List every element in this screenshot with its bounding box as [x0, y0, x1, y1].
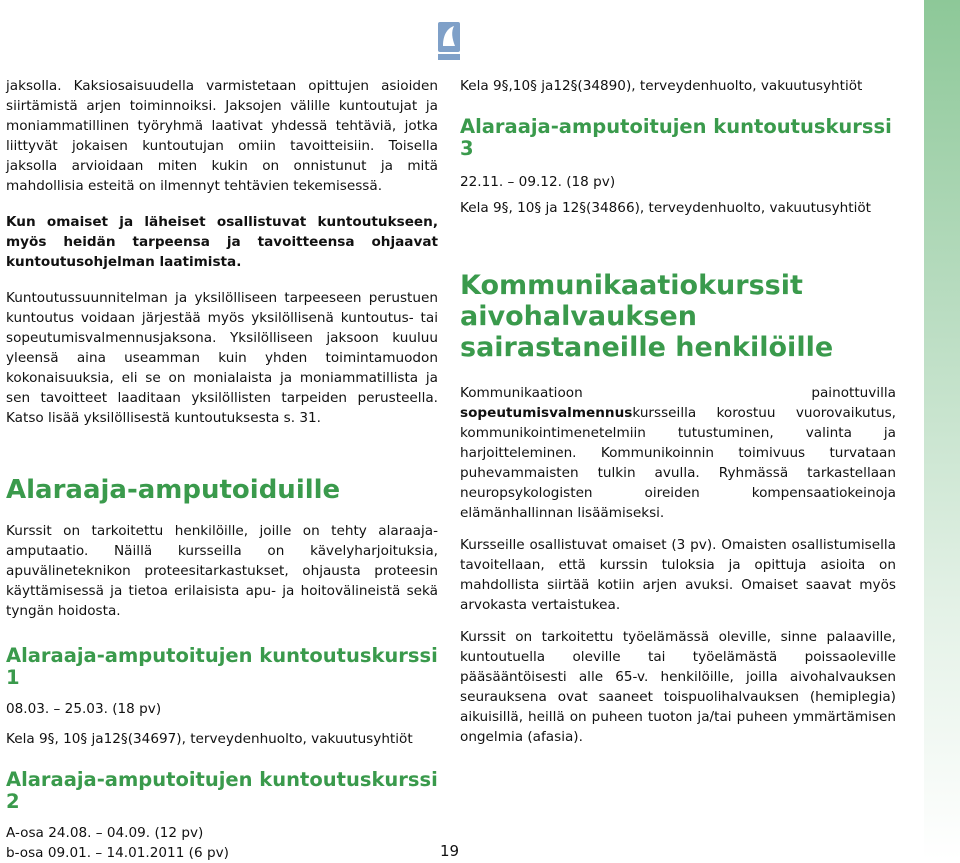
- body-paragraph: Kursseille osallistuvat omaiset (3 pv). Omaisten osallistumisella tavoitellaan, että kurssin tuloksia ja opittuja asioita on mahdollista siirtää kotiin arjen avuksi. Omaiset saavat myös arvokasta vertaistukea.: [460, 537, 896, 613]
- decorative-side-gradient: [924, 0, 960, 860]
- course-heading: Alaraaja-amputoitujen kuntoutuskurssi 2: [6, 767, 438, 813]
- text-run: kursseilla korostuu vuorovaikutus, kommunikointimenetelmiin tutustuminen, valinta ja harjoitteleminen. Kommunikoinnin toimivuus turvataan puhevammaisten tulkin avulla. Ryhmässä tarkastellaan neuropsykologisten oireiden kompensaatiokeinoja elämänhallinnan lisäämiseksi.: [460, 405, 896, 521]
- section-heading: Alaraaja-amputoiduille: [6, 475, 341, 505]
- text-run: Kommunikaatioon painottuvilla: [460, 385, 896, 401]
- text-run-bold: sopeutumisvalmennus: [460, 405, 633, 421]
- course-dates: 22.11. – 09.12. (18 pv): [460, 174, 616, 190]
- body-paragraph: [460, 383, 896, 523]
- page-number: 19: [440, 842, 460, 860]
- section-heading: Kommunikaatiokurssit aivohalvauksen sairastaneille henkilöille: [460, 270, 834, 363]
- course-dates: 08.03. – 25.03. (18 pv): [6, 700, 162, 717]
- course-dates: b-osa 09.01. – 14.01.2011 (6 pv): [6, 844, 229, 861]
- course-heading: Alaraaja-amputoitujen kuntoutuskurssi 3: [460, 115, 892, 160]
- organization-logo-icon: [436, 20, 462, 62]
- body-paragraph: jaksolla. Kaksiosaisuudella varmistetaan opittujen asioiden siirtämistä arjen toiminnoiksi. Jaksojen välille kuntoutujat ja moniammatillinen työryhmä laativat yhdessä tehtäviä, jotka liittyvät jokaisen kuntoutujan omiin tavoitteisiin. Toisella jaksolla arvioidaan miten kukin on onnistunut ja mitä mahdollisia esteitä on ilmennyt tehtävien tekemisessä.: [6, 78, 438, 194]
- course-info: Kela 9§, 10§ ja 12§(34866), terveydenhuolto, vakuutusyhtiöt: [460, 200, 872, 216]
- course-info: Kela 9§,10§ ja12§(34890), terveydenhuolto, vakuutusyhtiöt: [460, 78, 863, 94]
- course-info: Kela 9§, 10§ ja12§(34697), terveydenhuolto, vakuutusyhtiöt: [6, 730, 413, 747]
- body-paragraph: Kurssit on tarkoitettu työelämässä oleville, sinne palaaville, kuntoutuella oleville tai työelämästä poissaoleville pääsääntöisesti alle 65-v. henkilöille, joilla aivohalvauksen seurauksena ovat saaneet toispuolihalvauksen (hemiplegia) aikuisillä, heillä on puheen tuoton ja/tai puheen ymmärtämisen ongelmia (afasia).: [460, 629, 896, 745]
- emphasis-paragraph: Kun omaiset ja läheiset osallistuvat kuntoutukseen, myös heidän tarpeensa ja tavoitteensa ohjaavat kuntoutusohjelman laatimista.: [6, 214, 438, 270]
- body-paragraph: Kurssit on tarkoitettu henkilöille, joille on tehty alaraaja-amputaatio. Näillä kursseilla on kävelyharjoituksia, apuvälineteknikon proteesitarkastukset, ohjausta proteesin käyttämisessä ja tietoa erilaisista apu- ja hoitovälineistä sekä tyngän hoidosta.: [6, 522, 438, 619]
- course-dates: A-osa 24.08. – 04.09. (12 pv): [6, 824, 204, 841]
- course-heading: Alaraaja-amputoitujen kuntoutuskurssi 1: [6, 643, 438, 689]
- right-column: [460, 76, 896, 747]
- body-paragraph: Kuntoutussuunnitelman ja yksilölliseen tarpeeseen perustuen kuntoutus voidaan järjestää myös yksilöllisenä kuntoutus- tai sopeutumisvalmennusjaksona. Yksilölliseen jaksoon kuuluu yleensä aina useamman kuin yhden toimintamuodon kokonaisuuksia, eli se on monialaista ja moniammatillista ja sen tavoitteet laaditaan yksilöllisten tarpeiden perusteella. Katso lisää yksilöllisestä kuntoutuksesta s. 31.: [6, 290, 438, 426]
- left-column: [6, 76, 438, 863]
